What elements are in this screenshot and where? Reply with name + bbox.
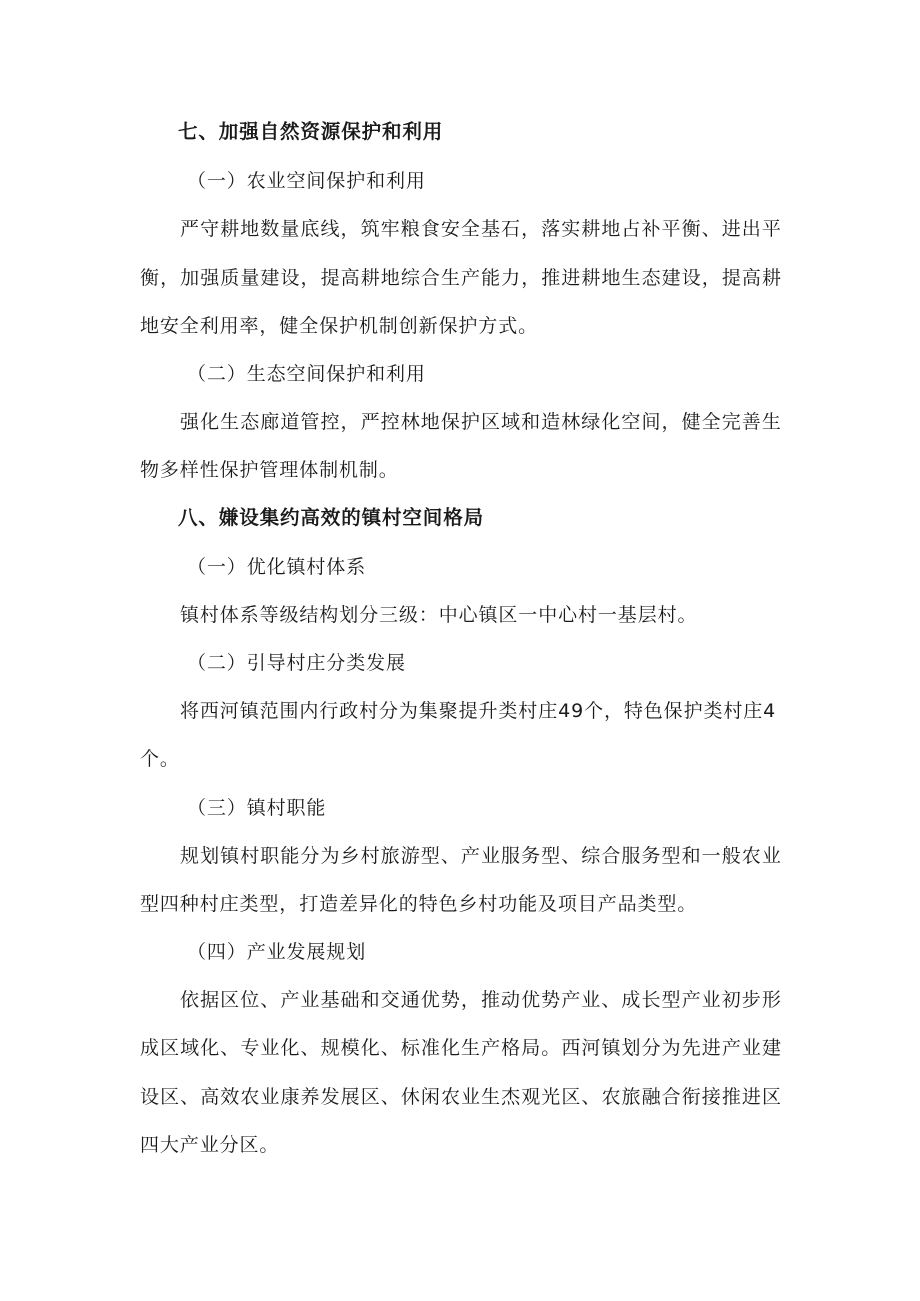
- text-glyph: 成: [140, 1037, 160, 1059]
- text-glyph: 据: [200, 989, 220, 1011]
- paragraph-line: [140, 1085, 781, 1109]
- text-glyph: 生: [621, 267, 641, 289]
- text-glyph: 村: [360, 845, 380, 867]
- text-glyph: 化: [200, 1037, 220, 1059]
- text-glyph: 化: [440, 1037, 460, 1059]
- text-glyph: 实: [561, 218, 581, 240]
- text-glyph: 农: [741, 845, 761, 867]
- text-glyph: 为: [320, 845, 340, 867]
- text-glyph: 、: [220, 1037, 240, 1059]
- text-glyph: 养: [300, 1086, 320, 1108]
- text-glyph: 融: [641, 1086, 661, 1108]
- paragraph-line: [180, 844, 781, 868]
- text-glyph: 位: [240, 989, 260, 1011]
- text-glyph: ，: [521, 218, 541, 240]
- text-glyph: 严: [360, 411, 380, 433]
- text-glyph: 量: [280, 218, 300, 240]
- text-glyph: 、: [701, 218, 721, 240]
- text-glyph: ，: [340, 411, 360, 433]
- text-glyph: 格: [501, 1037, 521, 1059]
- paragraph-line: 四大产业分区。: [140, 1134, 280, 1156]
- text-glyph: 产: [280, 989, 300, 1011]
- text-glyph: 态: [641, 267, 661, 289]
- text-glyph: 牢: [380, 218, 400, 240]
- text-glyph: 业: [260, 1086, 280, 1108]
- text-glyph: 闲: [420, 1086, 440, 1108]
- text-glyph: 化: [601, 411, 621, 433]
- text-glyph: 占: [621, 218, 641, 240]
- subsection-heading: （四）产业发展规划: [187, 941, 367, 963]
- text-glyph: 优: [420, 989, 440, 1011]
- text-glyph: 造: [541, 411, 561, 433]
- text-glyph: 产: [460, 845, 480, 867]
- text-glyph: 建: [761, 1037, 781, 1059]
- text-glyph: 出: [741, 218, 761, 240]
- text-glyph: 守: [200, 218, 220, 240]
- text-glyph: 、: [260, 989, 280, 1011]
- text-glyph: 接: [701, 1086, 721, 1108]
- text-glyph: 分: [300, 845, 320, 867]
- text-glyph: 化: [280, 1037, 300, 1059]
- text-glyph: 务: [641, 845, 661, 867]
- text-glyph: 全: [701, 411, 721, 433]
- text-glyph: 河: [581, 1037, 601, 1059]
- text-glyph: 耕: [581, 218, 601, 240]
- text-glyph: 空: [621, 411, 641, 433]
- text-glyph: 先: [681, 1037, 701, 1059]
- text-glyph: 动: [501, 989, 521, 1011]
- text-glyph: 间: [641, 411, 661, 433]
- text-glyph: 耕: [761, 267, 781, 289]
- text-glyph: 推: [721, 1086, 741, 1108]
- text-glyph: ，: [521, 267, 541, 289]
- text-glyph: 建: [260, 267, 280, 289]
- text-glyph: 能: [481, 267, 501, 289]
- text-glyph: 业: [581, 989, 601, 1011]
- subsection-heading: （三）镇村职能: [187, 797, 327, 819]
- text-glyph: 道: [280, 411, 300, 433]
- text-glyph: 合: [661, 1086, 681, 1108]
- text-glyph: 生: [461, 1037, 481, 1059]
- text-glyph: 高: [200, 1086, 220, 1108]
- text-glyph: 为: [661, 1037, 681, 1059]
- text-glyph: 划: [621, 1037, 641, 1059]
- text-glyph: 区: [561, 1086, 581, 1108]
- text-glyph: 进: [721, 218, 741, 240]
- paragraph-line: 物多样性保护管理体制机制。: [140, 459, 399, 481]
- text-glyph: 、: [300, 1037, 320, 1059]
- text-glyph: 食: [420, 218, 440, 240]
- text-glyph: 依: [180, 989, 200, 1011]
- subsection-heading: （一）优化镇村体系: [187, 556, 367, 578]
- text-glyph: 展: [340, 1086, 360, 1108]
- text-glyph: 地: [420, 411, 440, 433]
- text-glyph: 地: [380, 267, 400, 289]
- text-glyph: 般: [721, 845, 741, 867]
- text-glyph: 林: [561, 411, 581, 433]
- text-glyph: 区: [761, 1086, 781, 1108]
- text-glyph: 业: [260, 1037, 280, 1059]
- text-glyph: 、: [440, 845, 460, 867]
- text-glyph: 和: [681, 845, 701, 867]
- text-glyph: ，: [160, 267, 180, 289]
- text-glyph: 严: [180, 218, 200, 240]
- text-glyph: 休: [400, 1086, 420, 1108]
- text-glyph: 和: [360, 989, 380, 1011]
- text-glyph: 推: [480, 989, 500, 1011]
- text-glyph: 强: [200, 267, 220, 289]
- text-glyph: 生: [440, 267, 460, 289]
- text-glyph: 业: [480, 845, 500, 867]
- text-glyph: 。: [541, 1037, 561, 1059]
- text-glyph: 进: [701, 1037, 721, 1059]
- text-glyph: 合: [601, 845, 621, 867]
- text-glyph: 绿: [581, 411, 601, 433]
- text-glyph: 耕: [581, 267, 601, 289]
- text-glyph: 地: [240, 218, 260, 240]
- paragraph-line: [180, 410, 781, 434]
- text-glyph: 耕: [360, 267, 380, 289]
- text-glyph: 分: [641, 1037, 661, 1059]
- paragraph-line: [140, 1036, 781, 1060]
- text-glyph: 底: [300, 218, 320, 240]
- text-glyph: 化: [200, 411, 220, 433]
- text-glyph: 粮: [400, 218, 420, 240]
- text-glyph: 产: [461, 267, 481, 289]
- text-glyph: 耕: [220, 218, 240, 240]
- text-glyph: ，: [701, 267, 721, 289]
- text-glyph: 和: [521, 411, 541, 433]
- text-glyph: 务: [521, 845, 541, 867]
- text-glyph: 农: [240, 1086, 260, 1108]
- text-glyph: 高: [741, 267, 761, 289]
- text-glyph: 廊: [260, 411, 280, 433]
- text-glyph: 模: [340, 1037, 360, 1059]
- text-glyph: 健: [681, 411, 701, 433]
- text-glyph: 长: [641, 989, 661, 1011]
- text-glyph: 进: [561, 267, 581, 289]
- text-glyph: 控: [380, 411, 400, 433]
- text-glyph: 全: [460, 218, 480, 240]
- text-glyph: 质: [220, 267, 240, 289]
- text-glyph: 保: [440, 411, 460, 433]
- text-glyph: 成: [621, 989, 641, 1011]
- text-glyph: 镇: [220, 845, 240, 867]
- text-glyph: 农: [440, 1086, 460, 1108]
- text-glyph: 地: [601, 218, 621, 240]
- text-glyph: 、: [180, 1086, 200, 1108]
- text-glyph: ，: [661, 411, 681, 433]
- text-glyph: 基: [320, 989, 340, 1011]
- text-glyph: 职: [260, 845, 280, 867]
- text-glyph: 产: [481, 1037, 501, 1059]
- text-glyph: 设: [681, 267, 701, 289]
- text-glyph: 形: [761, 989, 781, 1011]
- text-glyph: 推: [541, 267, 561, 289]
- text-glyph: 农: [601, 1086, 621, 1108]
- text-glyph: 数: [260, 218, 280, 240]
- text-glyph: 游: [400, 845, 420, 867]
- text-glyph: 完: [721, 411, 741, 433]
- text-glyph: 规: [320, 1037, 340, 1059]
- text-glyph: 村: [240, 845, 260, 867]
- text-glyph: 提: [721, 267, 741, 289]
- text-glyph: 服: [621, 845, 641, 867]
- text-glyph: 量: [240, 267, 260, 289]
- text-glyph: 安: [440, 218, 460, 240]
- text-glyph: 划: [200, 845, 220, 867]
- text-glyph: 基: [480, 218, 500, 240]
- text-glyph: 规: [180, 845, 200, 867]
- subsection-heading: （二）引导村庄分类发展: [187, 652, 406, 674]
- text-glyph: 型: [661, 845, 681, 867]
- text-glyph: 、: [380, 1086, 400, 1108]
- paragraph-line: 个。: [140, 748, 180, 770]
- text-glyph: 高: [340, 267, 360, 289]
- text-glyph: 业: [761, 845, 781, 867]
- paragraph-line: 将西河镇范围内行政村分为集聚提升类村庄49个，特色保护类村庄4: [180, 700, 777, 722]
- text-glyph: 效: [220, 1086, 240, 1108]
- text-glyph: 线: [320, 218, 340, 240]
- section-heading: 七、加强自然资源保护和利用: [178, 120, 444, 143]
- text-glyph: 业: [300, 989, 320, 1011]
- text-glyph: 交: [380, 989, 400, 1011]
- text-glyph: 、: [380, 1037, 400, 1059]
- subsection-heading: （一）农业空间保护和利用: [187, 170, 426, 192]
- text-glyph: 进: [741, 1086, 761, 1108]
- text-glyph: 综: [400, 267, 420, 289]
- text-glyph: 平: [761, 218, 781, 240]
- text-glyph: 加: [180, 267, 200, 289]
- text-glyph: 生: [220, 411, 240, 433]
- text-glyph: 设: [140, 1086, 160, 1108]
- text-glyph: 业: [701, 989, 721, 1011]
- text-glyph: 势: [541, 989, 561, 1011]
- text-glyph: 提: [320, 267, 340, 289]
- text-glyph: 业: [741, 1037, 761, 1059]
- text-glyph: 优: [521, 989, 541, 1011]
- text-glyph: 衡: [681, 218, 701, 240]
- text-glyph: 服: [501, 845, 521, 867]
- text-glyph: 产: [561, 989, 581, 1011]
- text-glyph: 强: [180, 411, 200, 433]
- text-glyph: 域: [501, 411, 521, 433]
- text-glyph: 林: [400, 411, 420, 433]
- text-glyph: 、: [601, 989, 621, 1011]
- text-glyph: 、: [561, 845, 581, 867]
- text-glyph: 乡: [340, 845, 360, 867]
- text-glyph: 筑: [360, 218, 380, 240]
- text-glyph: 地: [601, 267, 621, 289]
- text-glyph: 补: [641, 218, 661, 240]
- text-glyph: 产: [681, 989, 701, 1011]
- paragraph-line: 地安全利用率，健全保护机制创新保护方式。: [140, 315, 539, 337]
- text-glyph: ，: [460, 989, 480, 1011]
- text-glyph: 专: [240, 1037, 260, 1059]
- text-glyph: 能: [280, 845, 300, 867]
- text-glyph: 区: [360, 1086, 380, 1108]
- text-glyph: 杰: [501, 1086, 521, 1108]
- text-glyph: 镇: [601, 1037, 621, 1059]
- subsection-heading: （二）生态空间保护和利用: [187, 363, 426, 385]
- text-glyph: 石: [501, 218, 521, 240]
- text-glyph: 控: [320, 411, 340, 433]
- text-glyph: 一: [701, 845, 721, 867]
- text-glyph: 西: [561, 1037, 581, 1059]
- paragraph-line: [180, 217, 781, 241]
- text-glyph: 产: [721, 1037, 741, 1059]
- text-glyph: ，: [340, 218, 360, 240]
- text-glyph: 区: [480, 411, 500, 433]
- text-glyph: 护: [460, 411, 480, 433]
- text-glyph: 合: [420, 267, 440, 289]
- paragraph-line: [180, 988, 781, 1012]
- text-glyph: 综: [581, 845, 601, 867]
- text-glyph: 衔: [681, 1086, 701, 1108]
- text-glyph: 区: [160, 1086, 180, 1108]
- text-glyph: 善: [741, 411, 761, 433]
- text-glyph: 初: [721, 989, 741, 1011]
- text-glyph: 通: [400, 989, 420, 1011]
- text-glyph: 建: [661, 267, 681, 289]
- text-glyph: 型: [661, 989, 681, 1011]
- text-glyph: 化: [360, 1037, 380, 1059]
- text-glyph: 设: [280, 267, 300, 289]
- section-heading: 八、嫌设集约高效的镇村空间格局: [178, 506, 485, 529]
- text-glyph: 旅: [621, 1086, 641, 1108]
- text-glyph: 平: [661, 218, 681, 240]
- text-glyph: 型: [541, 845, 561, 867]
- text-glyph: 管: [300, 411, 320, 433]
- text-glyph: 区: [160, 1037, 180, 1059]
- text-glyph: 区: [220, 989, 240, 1011]
- text-glyph: 落: [541, 218, 561, 240]
- text-glyph: ，: [300, 267, 320, 289]
- text-glyph: 态: [240, 411, 260, 433]
- text-glyph: 础: [340, 989, 360, 1011]
- text-glyph: 势: [440, 989, 460, 1011]
- paragraph-line: 型四种村庄类型，打造差异化的特色乡村功能及项目产品类型。: [140, 893, 698, 915]
- text-glyph: 衡: [140, 267, 160, 289]
- text-glyph: 发: [320, 1086, 340, 1108]
- text-glyph: 光: [541, 1086, 561, 1108]
- paragraph-line: 镇村体系等级结构划分三级：中心镇区一中心村一基层村。: [180, 604, 698, 626]
- text-glyph: 业: [461, 1086, 481, 1108]
- text-glyph: 生: [481, 1086, 501, 1108]
- text-glyph: 准: [420, 1037, 440, 1059]
- text-glyph: 域: [180, 1037, 200, 1059]
- text-glyph: 观: [521, 1086, 541, 1108]
- text-glyph: 旅: [380, 845, 400, 867]
- text-glyph: 、: [581, 1086, 601, 1108]
- text-glyph: 型: [420, 845, 440, 867]
- text-glyph: 生: [761, 411, 781, 433]
- text-glyph: 步: [741, 989, 761, 1011]
- text-glyph: 局: [521, 1037, 541, 1059]
- text-glyph: 标: [400, 1037, 420, 1059]
- paragraph-line: [140, 266, 781, 290]
- text-glyph: 康: [280, 1086, 300, 1108]
- text-glyph: 力: [501, 267, 521, 289]
